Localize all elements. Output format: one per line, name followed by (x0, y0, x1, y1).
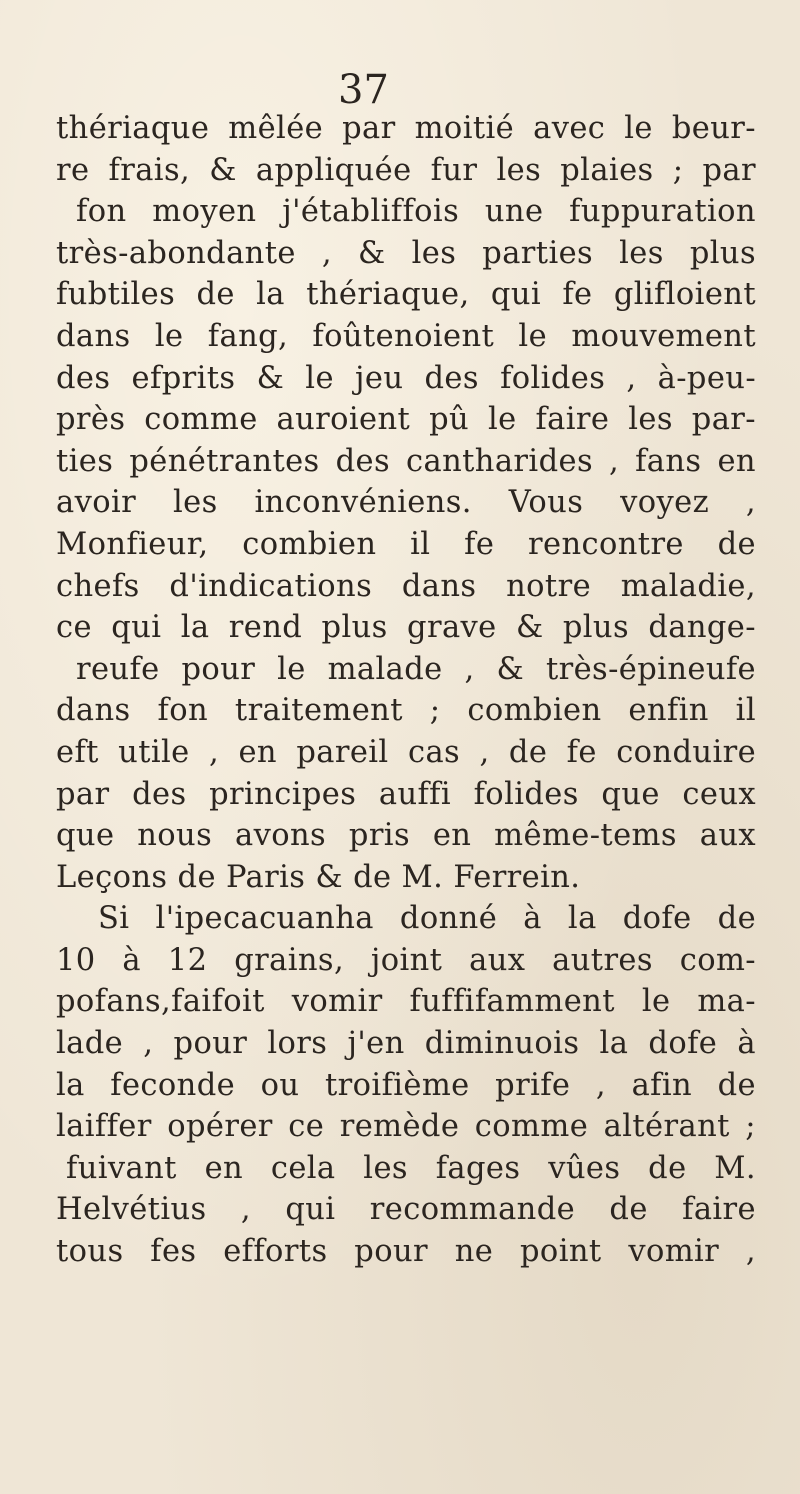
text-line: thériaque mêlée par moitié avec le beur- (56, 111, 756, 146)
text-line: ce qui la rend plus grave & plus dange- (56, 610, 756, 646)
text-line: reufe pour le malade , & très-épineufe (76, 651, 757, 687)
text-line: lade , pour lors j'en diminuois la dofe à (56, 1026, 756, 1062)
text-line: des efprits & le jeu des folides , à-peu- (56, 360, 757, 396)
text-line: dans fon traitement ; combien enfin il (56, 693, 756, 729)
text-line: Monfieur, combien il fe rencontre de (56, 526, 756, 562)
text-line: que nous avons pris en même-tems aux (56, 818, 756, 854)
page-number: 37 (338, 67, 389, 113)
text-line: pofans,faifoit vomir fuffifamment le ma- (56, 984, 756, 1020)
paragraph-start-line: Si l'ipecacuanha donné à la dofe de (98, 901, 757, 937)
text-line: Leçons de Paris & de M. Ferrein. (56, 859, 581, 895)
text-line: avoir les inconvéniens. Vous voyez , (56, 485, 757, 521)
text-line: dans le fang, foûtenoient le mouvement (56, 318, 757, 354)
text-line: Helvétius , qui recommande de faire (56, 1192, 756, 1228)
text-line: re frais, & appliquée fur les plaies ; par (56, 152, 756, 188)
text-line: fubtiles de la thériaque, qui fe glifloient (56, 277, 756, 313)
text-line: la feconde ou troifième prife , afin de (56, 1067, 756, 1103)
text-line: près comme auroient pû le faire les par- (56, 402, 756, 438)
body-text (56, 108, 756, 1273)
text-line: très-abondante , & les parties les plus (56, 235, 757, 271)
text-line: tous fes efforts pour ne point vomir , (56, 1234, 757, 1270)
text-line: 10 à 12 grains, joint aux autres com- (56, 942, 757, 978)
text-line: laiffer opérer ce remède comme altérant ; (56, 1109, 756, 1145)
text-line: fuivant en cela les fages vûes de M. (66, 1150, 757, 1186)
text-line: ties pénétrantes des cantharides , fans en (56, 443, 756, 479)
text-line: eft utile , en pareil cas , de fe conduire (56, 734, 757, 770)
text-line: chefs d'indications dans notre maladie, (56, 568, 756, 604)
text-line: par des principes auffi folides que ceux (56, 776, 756, 812)
text-line: fon moyen j'établiffois une fuppuration (76, 194, 756, 230)
